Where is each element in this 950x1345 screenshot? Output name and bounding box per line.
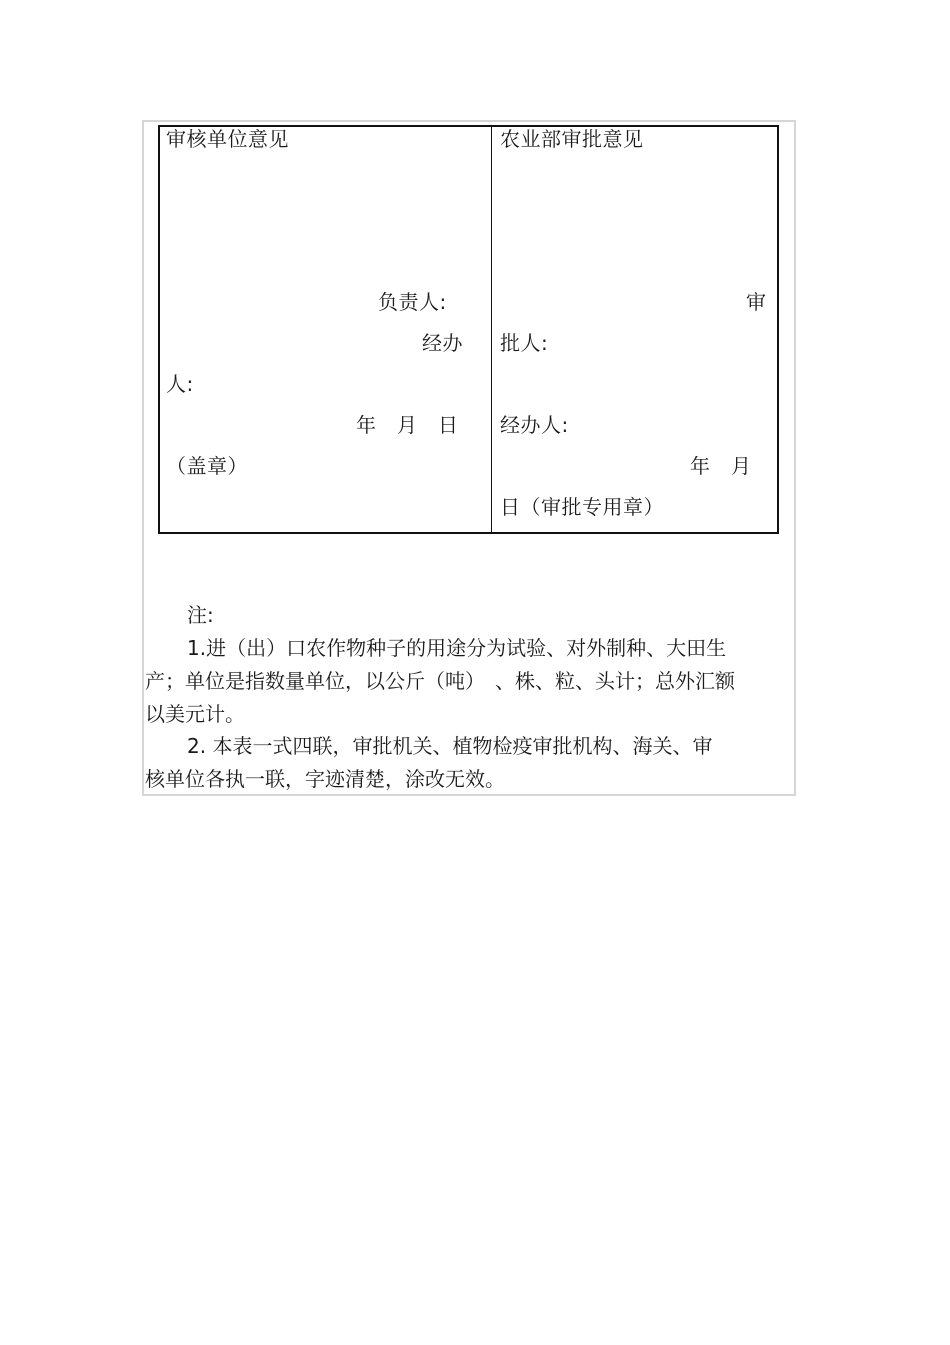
approver-label-part2: 批人:: [500, 331, 549, 355]
note-2-line-1: 2. 本表一式四联，审批机关、植物检疫审批机构、海关、审: [187, 734, 713, 758]
seal-label: （盖章）: [166, 454, 248, 478]
review-unit-opinion-heading: 审核单位意见: [166, 127, 289, 151]
handler-label-part1: 经办: [422, 331, 463, 355]
right-date-label: 年 月: [690, 454, 752, 478]
approver-label-part1: 审: [746, 290, 767, 314]
note-2-line-2: 核单位各执一联，字迹清楚，涂改无效。: [145, 767, 505, 791]
approval-form-table: [158, 125, 779, 534]
note-1-line-2: 产；单位是指数量单位，以公斤（吨） 、株、粒、头计；总外汇额: [145, 669, 735, 693]
day-approval-seal-label: 日（审批专用章）: [500, 495, 664, 519]
left-date-label: 年 月 日: [356, 413, 459, 437]
ministry-approval-opinion-heading: 农业部审批意见: [500, 127, 644, 151]
right-handler-label: 经办人:: [500, 413, 569, 437]
handler-label-part2: 人:: [166, 372, 194, 396]
note-1-line-3: 以美元计。: [145, 702, 245, 726]
column-divider: [491, 127, 492, 532]
principal-label: 负责人:: [378, 290, 447, 314]
notes-title: 注:: [187, 603, 214, 627]
note-1-line-1: 1.进（出）口农作物种子的用途分为试验、对外制种、大田生: [187, 636, 727, 660]
